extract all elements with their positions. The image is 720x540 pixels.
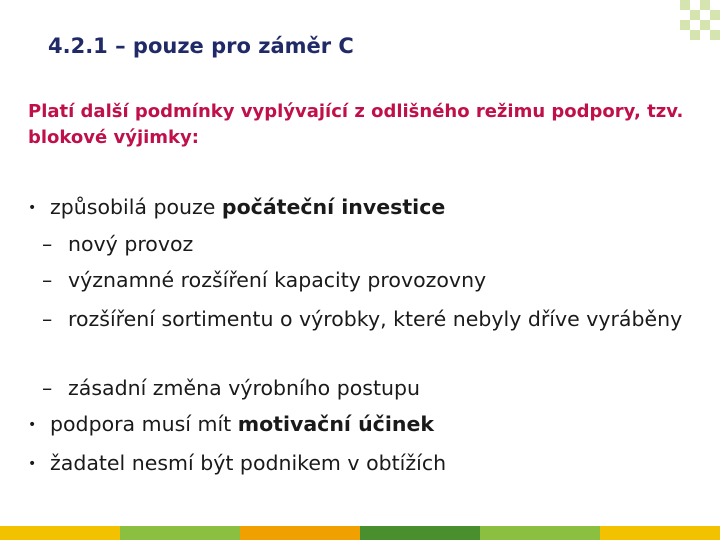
bullet-item [28, 410, 434, 439]
sub-item-text: významné rozšíření kapacity provozovny [68, 268, 487, 292]
footer-color-bar [0, 526, 720, 540]
bullet-mark: • [28, 417, 37, 433]
sub-item [42, 266, 486, 294]
footer-segment [240, 526, 360, 540]
bullet-item [28, 449, 446, 478]
footer-segment [360, 526, 480, 540]
footer-segment [600, 526, 720, 540]
footer-segment [120, 526, 240, 540]
footer-segment [0, 526, 120, 540]
corner-pattern [680, 0, 720, 40]
bullet-mark: • [28, 200, 37, 216]
sub-item [42, 230, 193, 258]
bullet-item [28, 193, 445, 222]
sub-item-text: nový provoz [68, 232, 194, 256]
footer-segment [480, 526, 600, 540]
dash-mark: – [42, 232, 53, 256]
sub-item-text: rozšíření sortimentu o výrobky, které nebyly dříve vyráběny [68, 307, 683, 331]
sub-item-text: zásadní změna výrobního postupu [68, 376, 421, 400]
bullet-mark: • [28, 456, 37, 472]
bullet-text: žadatel nesmí být podnikem v obtížích [50, 451, 447, 475]
sub-item [42, 374, 420, 402]
dash-mark: – [42, 307, 53, 331]
bullet-bold-text: motivační účinek [237, 412, 434, 436]
dash-mark: – [42, 376, 53, 400]
dash-mark: – [42, 268, 53, 292]
bullet-bold-text: počáteční investice [221, 195, 446, 219]
slide-title: 4.2.1 – pouze pro záměr C [48, 34, 354, 58]
sub-item [42, 305, 698, 333]
slide-subtitle: Platí další podmínky vyplývající z odlišného režimu podpory, tzv. blokové výjimky: [28, 101, 684, 148]
bullet-text: způsobilá pouze [50, 195, 222, 219]
bullet-text: podpora musí mít [50, 412, 238, 436]
